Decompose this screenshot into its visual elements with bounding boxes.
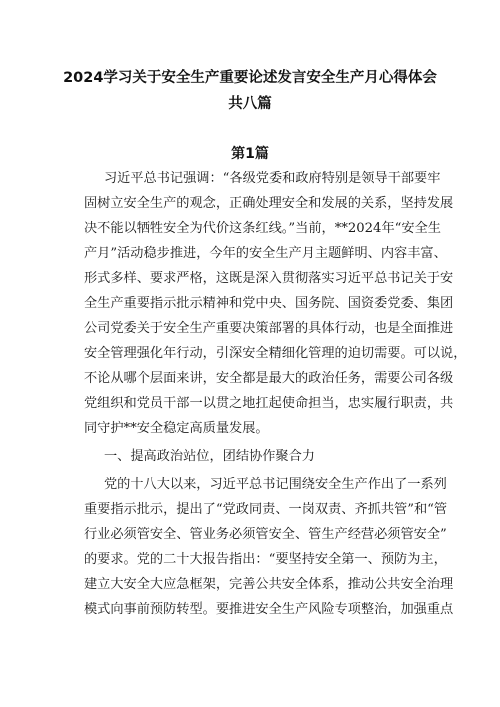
document-title-line1: 2024学习关于安全生产重要论述发言安全生产月心得体会 [63,70,437,86]
paragraph-line: 习近平总书记强调：“各级党委和政府特别是领导干部要牢 [104,171,441,186]
paragraph-line: 形式多样、要求严格，这既是深入贯彻落实习近平总书记关于安 [84,271,454,286]
paragraph-line: 同守护**安全稳定高质量发展。 [84,421,269,436]
paragraph-line: 的要求。党的二十大报告指出：“要坚持安全第一、预防为主， [84,552,447,567]
paragraph-line: 安全管理强化年行动，引深安全精细化管理的迫切需要。可以说， [84,346,467,361]
section-heading: 一、提高政治站位，团结协作聚合力 [104,449,315,464]
paragraph-line: 党的十八大以来，习近平总书记围绕安全生产作出了一系列 [104,477,447,492]
paragraph-line: 重要指示批示，提出了“党政同责、一岗双责、齐抓共管”和“管 [84,502,448,517]
paragraph-line: 模式向事前预防转型。要推进安全生产风险专项整治，加强重点 [84,602,454,617]
paragraph-line: 建立大安全大应急框架，完善公共安全体系，推动公共安全治理 [84,577,454,592]
paragraph-line: 党组织和党员干部一以贯之地扛起使命担当，忠实履行职责，共 [84,396,454,411]
chapter-heading: 第1篇 [231,146,269,162]
paragraph-line: 全生产重要指示批示精神和党中央、国务院、国资委党委、集团 [84,296,454,311]
paragraph-line: 不论从哪个层面来讲，安全都是最大的政治任务，需要公司各级 [84,371,454,386]
paragraph-line: 固树立安全生产的观念，正确处理安全和发展的关系，坚持发展 [84,196,454,211]
document-title-line2: 共八篇 [228,96,272,112]
paragraph-line: 行业必须管安全、管业务必须管安全、管生产经营必须管安全” [84,527,447,542]
paragraph-line: 决不能以牺牲安全为代价这条红线。”当前，**2024年“安全生 [84,221,441,236]
paragraph-line: 产月”活动稳步推进，今年的安全生产月主题鲜明、内容丰富、 [84,246,447,261]
paragraph-line: 公司党委关于安全生产重要决策部署的具体行动，也是全面推进 [84,321,454,336]
